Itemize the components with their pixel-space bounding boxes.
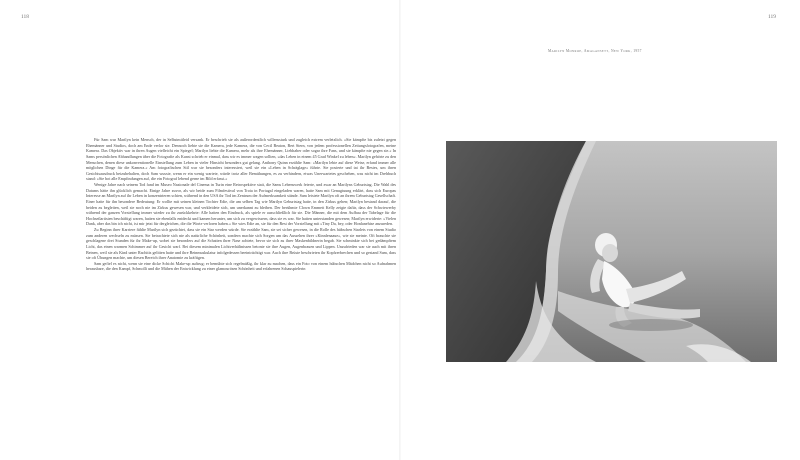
paragraph: Zu Beginn ihrer Karriere fühlte Marilyn sich gezüchtet, dass sie ein Star werden würde. Sie erzählte Sam, sie sei sicher gewesen, in die Rolle des hübschen Starlets von einem Studio zum anderen wechseln zu müssen. Sie betrachtete sich nie als natürliche Schönheit, sondern machte sich Sorgen um das Aussehen ihrer »Kinnlenaaue«, wie sie meinte. Oft brauchte sie geschlagene drei Stunden für ihr Make-up, wobei sie besonders auf die Schatten ihrer Nase achtete, bevor sie sich zu ihrer Maskenbildnerin begab. Sie schminkte sich bei gedämpftem Licht, das einen warmen Schimmer auf ihr Gesicht warf. Bei diesem minimalen Lichtverhältnissen betonte sie ihre Augen, Augenbrauen und Lippen. Unzufrieden war sie auch mit ihren Beinen, weil sie als Kind unter Rachitis gelitten hatte und ihre Beinmuskulatur infolgedessen beeinträchtigt war. Auch ihre Brüste beschrieten ihr Kopfzerbrechen und so gestand Sam, dass sie oft Übungen machte, um diesen Bereich ihrer Anatomie zu kräftigen. [86, 227, 396, 261]
beach-photograph [446, 141, 777, 362]
book-gutter [399, 0, 401, 460]
photo-caption: Marilyn Monroe, Amagansett, New York, 1957 [548, 49, 642, 53]
photo-illustration [446, 141, 777, 362]
shadow [609, 319, 693, 331]
paragraph: Für Sam war Marilyn kein Mensch, der in Selbstmitleid versank. Er beschrieb sie als außerordentlich willensstark und zugleich extrem verletzlich. »Sie kämpfte bis zuletzt gegen Ehemänner und Studios, doch am Ende verlor sie. Dennoch liebte sie die Kamera, jede Kamera, die von Cecil Beaton, Bert Stern, von jedem professionellen Zeitungsfotografen, meine Kamera. Das Objektiv war in ihren Augen vielleicht ein Spiegel; Marilyn liebte die Kamera, mehr als ihre Ehemänner, Liebhaber oder sogar ihre Fans, und sie kämpfte nie gegen sie.« In Sams persönlichen Abhandlungen über die Fotografie als Kunst schrieb er einmal, dass wir es immer wagen sollten, »das Leben in einem 45 Grad Winkel zu leben«. Marilyn gehörte zu den Menschen, denen diese unkonventionelle Einstellung zum Leben in vieler Hinsicht besonders gut gelang. Anthony Quinn erzählte Sam: »Marilyn lebte auf diese Weise, erfand immer alle möglichen Dinge für die Kamera.« Am fotografischen Stil war sie besonders interessiert, weil sie ein »Leben in Schräglage« führte. Sie posierte und tat ihr Bestes, um ihren Gesichtsausdruck beizubehalten, doch Sam wusste, wenn er ein wenig wartete, würde trotz aller Bemühungen, es zu verhindern, etwas Unerwartetes geschehen, was nicht im Drehbuch stand: »Sie bot alle Empfindungen auf, die ein Fotograf lebend gerne im Bild erfasst.« [86, 137, 396, 182]
body-text [86, 137, 396, 442]
paragraph: Sam gefiel es nicht, wenn sie eine dicke Schicht Make-up auftrug; er bemühte sich regelmäßig, ihr klar zu machen, dass ein Foto von einem hübschen Mädchen nicht so Aufnahmen herausbare, die den Kampf, Schmolli und die Mühen der Entwicklung zu einer glamourösen Schönheit und erfahrenen Schauspielerin [86, 260, 396, 272]
paragraph: Wenige Jahre nach seinem Tod fand im Museo Nazionale del Cinema in Turin eine Retrospektive statt, die Sams Lebenswerk feierte, und zwar an Marilyns Geburtstag. Die Wahl des Datums hätte ihn glücklich gemacht. Einige Jahre zuvor, als wir beide zum Filmfestival von Troia in Portugal eingeladen waren, hatte Sam mit Genugtuung erklärt, dass sich Europas Interesse an Marilyn auf ihr Leben in konzentrieren schien, während in den USA ihr Tod im Zentrum der Aufmerksamkeit stände. Sam leistete Marilyn oft an ihrem Geburtstag Gesellschaft. Einer hatte für ihn besondere Bedeutung: Er wollte mit seinen kleinen Tochter Edie, die am selben Tag wie Marilyn Geburtstag hatte, in den Zirkus gehen; Marilyn bestand darauf, die beiden zu begleiten, weil sie noch nie im Zirkus gewesen war, und verkleidete sich, um unerkannt zu bleiben. Der berühmte Clown Emmett Kelly zeigte dafür, dass der Schwiewerby während der ganzen Vorstellung immer wieder zu ihr zurückkehrte: Alle hatten den Eindruck, als spiele er ausschließlich für sie. Die Männer, die mit dem Aufbau der Tabelage für die Hochseilartisten beschäftigt waren, hatten sie ebenfalls entdeckt und kamen herunter, um sich zu vergewissern, dass sie es war. Sie hatten unterstanden gewesen; Marilyn erwiderte: »Vielen Dank, aber das bin ich nicht, ist mir jetzt für dergleichen, die die Worte verloren haben.« Sie wies Edie an, sie für den Rest der Vorstellung mit »Tiny Da, bey, oder Honlanehise anzureden. [86, 182, 396, 227]
face [602, 244, 618, 262]
page-number-left: 118 [21, 14, 30, 20]
page-number-right: 119 [768, 14, 777, 20]
